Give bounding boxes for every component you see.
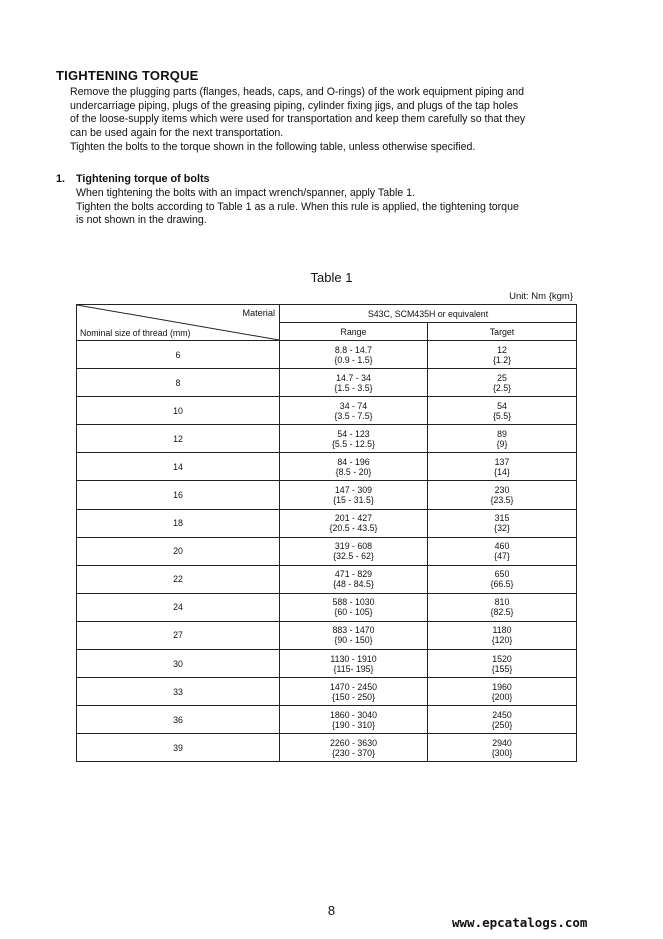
range-cell — [280, 397, 428, 425]
target-cell-nm: 137 — [494, 456, 510, 467]
range-cell — [280, 425, 428, 453]
range-cell-nm: 588 - 1030 — [332, 597, 375, 608]
target-cell-kgm: {23.5} — [490, 495, 514, 506]
intro-paragraph — [70, 86, 620, 155]
range-cell-nm: 1860 - 3040 — [330, 709, 377, 720]
thread-size-cell: 39 — [77, 734, 280, 762]
table-row — [77, 509, 577, 537]
range-cell — [280, 734, 428, 762]
material-header: Material — [242, 308, 275, 318]
thread-size-cell: 33 — [77, 678, 280, 706]
torque-table — [76, 304, 577, 762]
target-cell — [428, 706, 577, 734]
target-cell — [428, 425, 577, 453]
thread-size-cell: 20 — [77, 537, 280, 565]
target-cell-nm: 230 — [494, 485, 510, 496]
watermark-link[interactable]: www.epcatalogs.com — [452, 915, 588, 930]
thread-size-cell: 27 — [77, 621, 280, 649]
target-cell-kgm: {66.5} — [490, 579, 514, 590]
target-cell-kgm: {9} — [496, 438, 508, 449]
table-row — [77, 565, 577, 593]
range-cell-nm: 319 - 608 — [334, 541, 373, 552]
table-row — [77, 734, 577, 762]
thread-size-cell: 14 — [77, 453, 280, 481]
thread-size-cell: 8 — [77, 369, 280, 397]
section-title — [56, 173, 210, 185]
table-row — [77, 678, 577, 706]
target-header: Target — [428, 323, 577, 341]
target-cell — [428, 650, 577, 678]
target-cell — [428, 341, 577, 369]
range-cell — [280, 341, 428, 369]
target-cell — [428, 537, 577, 565]
nominal-size-header: Nominal size of thread (mm) — [80, 328, 191, 338]
table-row — [77, 621, 577, 649]
target-cell — [428, 481, 577, 509]
table-caption: Table 1 — [310, 270, 353, 285]
range-cell-kgm: {48 - 84.5} — [333, 579, 374, 590]
target-cell — [428, 397, 577, 425]
range-cell-nm: 54 - 123 — [337, 428, 370, 439]
target-cell — [428, 453, 577, 481]
range-cell-kgm: {190 - 310} — [331, 719, 376, 730]
intro-line: undercarriage piping, plugs of the greasing piping, cylinder fixing jigs, and plugs of the tap holes — [70, 99, 519, 112]
table-unit: Unit: Nm {kgm} — [509, 291, 573, 302]
range-cell-nm: 34 - 74 — [339, 400, 368, 411]
thread-size-cell: 12 — [77, 425, 280, 453]
target-cell-kgm: {300} — [491, 747, 513, 758]
range-cell — [280, 650, 428, 678]
material-value-header: S43C, SCM435H or equivalent — [280, 305, 577, 323]
target-cell-kgm: {2.5} — [492, 382, 512, 393]
range-cell-kgm: {90 - 150} — [334, 635, 373, 646]
range-cell-kgm: {3.5 - 7.5} — [334, 410, 373, 421]
target-cell-nm: 1180 — [492, 625, 512, 636]
thread-size-cell: 18 — [77, 509, 280, 537]
target-cell-nm: 460 — [494, 541, 510, 552]
range-cell-nm: 2260 - 3630 — [330, 737, 377, 748]
range-cell — [280, 453, 428, 481]
table-row — [77, 593, 577, 621]
range-cell-kgm: {1.5 - 3.5} — [334, 382, 373, 393]
table-row — [77, 369, 577, 397]
range-cell — [280, 678, 428, 706]
target-cell-kgm: {200} — [491, 691, 513, 702]
range-cell-nm: 8.8 - 14.7 — [334, 344, 373, 355]
intro-line: of the loose-supply items which were used for transportation and keep them carefully so that they — [70, 113, 526, 126]
target-cell-kgm: {120} — [491, 635, 513, 646]
section-number: 1. — [56, 173, 66, 185]
target-cell-nm: 650 — [494, 569, 510, 580]
target-cell-nm: 89 — [497, 428, 507, 439]
intro-line: can be used again for the next transportation. — [70, 127, 284, 140]
target-cell-kgm: {32} — [494, 523, 510, 534]
intro-line: Remove the plugging parts (flanges, heads, caps, and O-rings) of the work equipment piping and — [70, 86, 525, 98]
page-heading: TIGHTENING TORQUE — [56, 68, 199, 83]
target-cell — [428, 509, 577, 537]
range-cell — [280, 706, 428, 734]
table-header-row — [77, 305, 577, 323]
target-cell — [428, 621, 577, 649]
target-cell-nm: 54 — [497, 400, 507, 411]
table-row — [77, 537, 577, 565]
target-cell — [428, 565, 577, 593]
range-cell-kgm: {60 - 105} — [334, 607, 373, 618]
target-cell-nm: 12 — [497, 344, 507, 355]
range-cell-kgm: {15 - 31.5} — [333, 495, 374, 506]
page-number: 8 — [327, 903, 336, 918]
range-cell-nm: 84 - 196 — [337, 456, 370, 467]
thread-size-cell: 24 — [77, 593, 280, 621]
target-cell-nm: 315 — [494, 513, 510, 524]
range-header: Range — [280, 323, 428, 341]
intro-line: Tighten the bolts to the torque shown in the following table, unless otherwise specified. — [70, 140, 476, 153]
range-cell-nm: 883 - 1470 — [332, 625, 375, 636]
section-body — [76, 187, 616, 228]
target-cell-kgm: {5.5} — [492, 410, 512, 421]
thread-size-cell: 6 — [77, 341, 280, 369]
diagonal-header-cell — [77, 305, 280, 341]
target-cell-kgm: {47} — [494, 551, 510, 562]
range-cell-kgm: {0.9 - 1.5} — [334, 354, 373, 365]
thread-size-cell: 36 — [77, 706, 280, 734]
range-cell — [280, 537, 428, 565]
target-cell — [428, 734, 577, 762]
range-cell — [280, 481, 428, 509]
table-row — [77, 650, 577, 678]
range-cell — [280, 565, 428, 593]
range-cell — [280, 369, 428, 397]
range-cell-kgm: {230 - 370} — [331, 747, 376, 758]
target-cell — [428, 593, 577, 621]
table-row — [77, 481, 577, 509]
range-cell-kgm: {150 - 250} — [331, 691, 376, 702]
range-cell — [280, 621, 428, 649]
target-cell-nm: 1960 — [492, 681, 512, 692]
range-cell-nm: 1470 - 2450 — [330, 681, 377, 692]
target-cell-kgm: {1.2} — [492, 354, 512, 365]
range-cell-kgm: {115- 195} — [333, 663, 374, 674]
range-cell-nm: 14.7 - 34 — [336, 372, 371, 383]
target-cell-kgm: {82.5} — [490, 607, 514, 618]
table-row — [77, 425, 577, 453]
target-cell — [428, 678, 577, 706]
thread-size-cell: 10 — [77, 397, 280, 425]
range-cell — [280, 509, 428, 537]
thread-size-cell: 16 — [77, 481, 280, 509]
target-cell-kgm: {155} — [491, 663, 513, 674]
target-cell-nm: 2940 — [492, 737, 512, 748]
target-cell-nm: 810 — [494, 597, 510, 608]
range-cell-kgm: {5.5 - 12.5} — [331, 438, 376, 449]
range-cell-kgm: {8.5 - 20} — [335, 466, 372, 477]
range-cell-nm: 471 - 829 — [334, 569, 373, 580]
range-cell — [280, 593, 428, 621]
range-cell-nm: 201 - 427 — [334, 513, 373, 524]
table-row — [77, 341, 577, 369]
target-cell-nm: 2450 — [492, 709, 512, 720]
target-cell-nm: 1520 — [492, 653, 512, 664]
section-line: Tighten the bolts according to Table 1 as a rule. When this rule is applied, the tightening torque — [76, 200, 519, 213]
target-cell-kgm: {250} — [491, 719, 513, 730]
thread-size-cell: 30 — [77, 650, 280, 678]
range-cell-kgm: {32.5 - 62} — [333, 551, 374, 562]
table-row — [77, 706, 577, 734]
table-row — [77, 397, 577, 425]
section-line: When tightening the bolts with an impact wrench/spanner, apply Table 1. — [76, 187, 416, 199]
range-cell-kgm: {20.5 - 43.5} — [329, 523, 378, 534]
target-cell-kgm: {14} — [494, 466, 510, 477]
section-title-text: Tightening torque of bolts — [76, 173, 210, 185]
section-line: is not shown in the drawing. — [76, 214, 207, 227]
thread-size-cell: 22 — [77, 565, 280, 593]
range-cell-nm: 1130 - 1910 — [330, 653, 377, 664]
target-cell-nm: 25 — [497, 372, 507, 383]
target-cell — [428, 369, 577, 397]
table-row — [77, 453, 577, 481]
range-cell-nm: 147 - 309 — [334, 485, 373, 496]
